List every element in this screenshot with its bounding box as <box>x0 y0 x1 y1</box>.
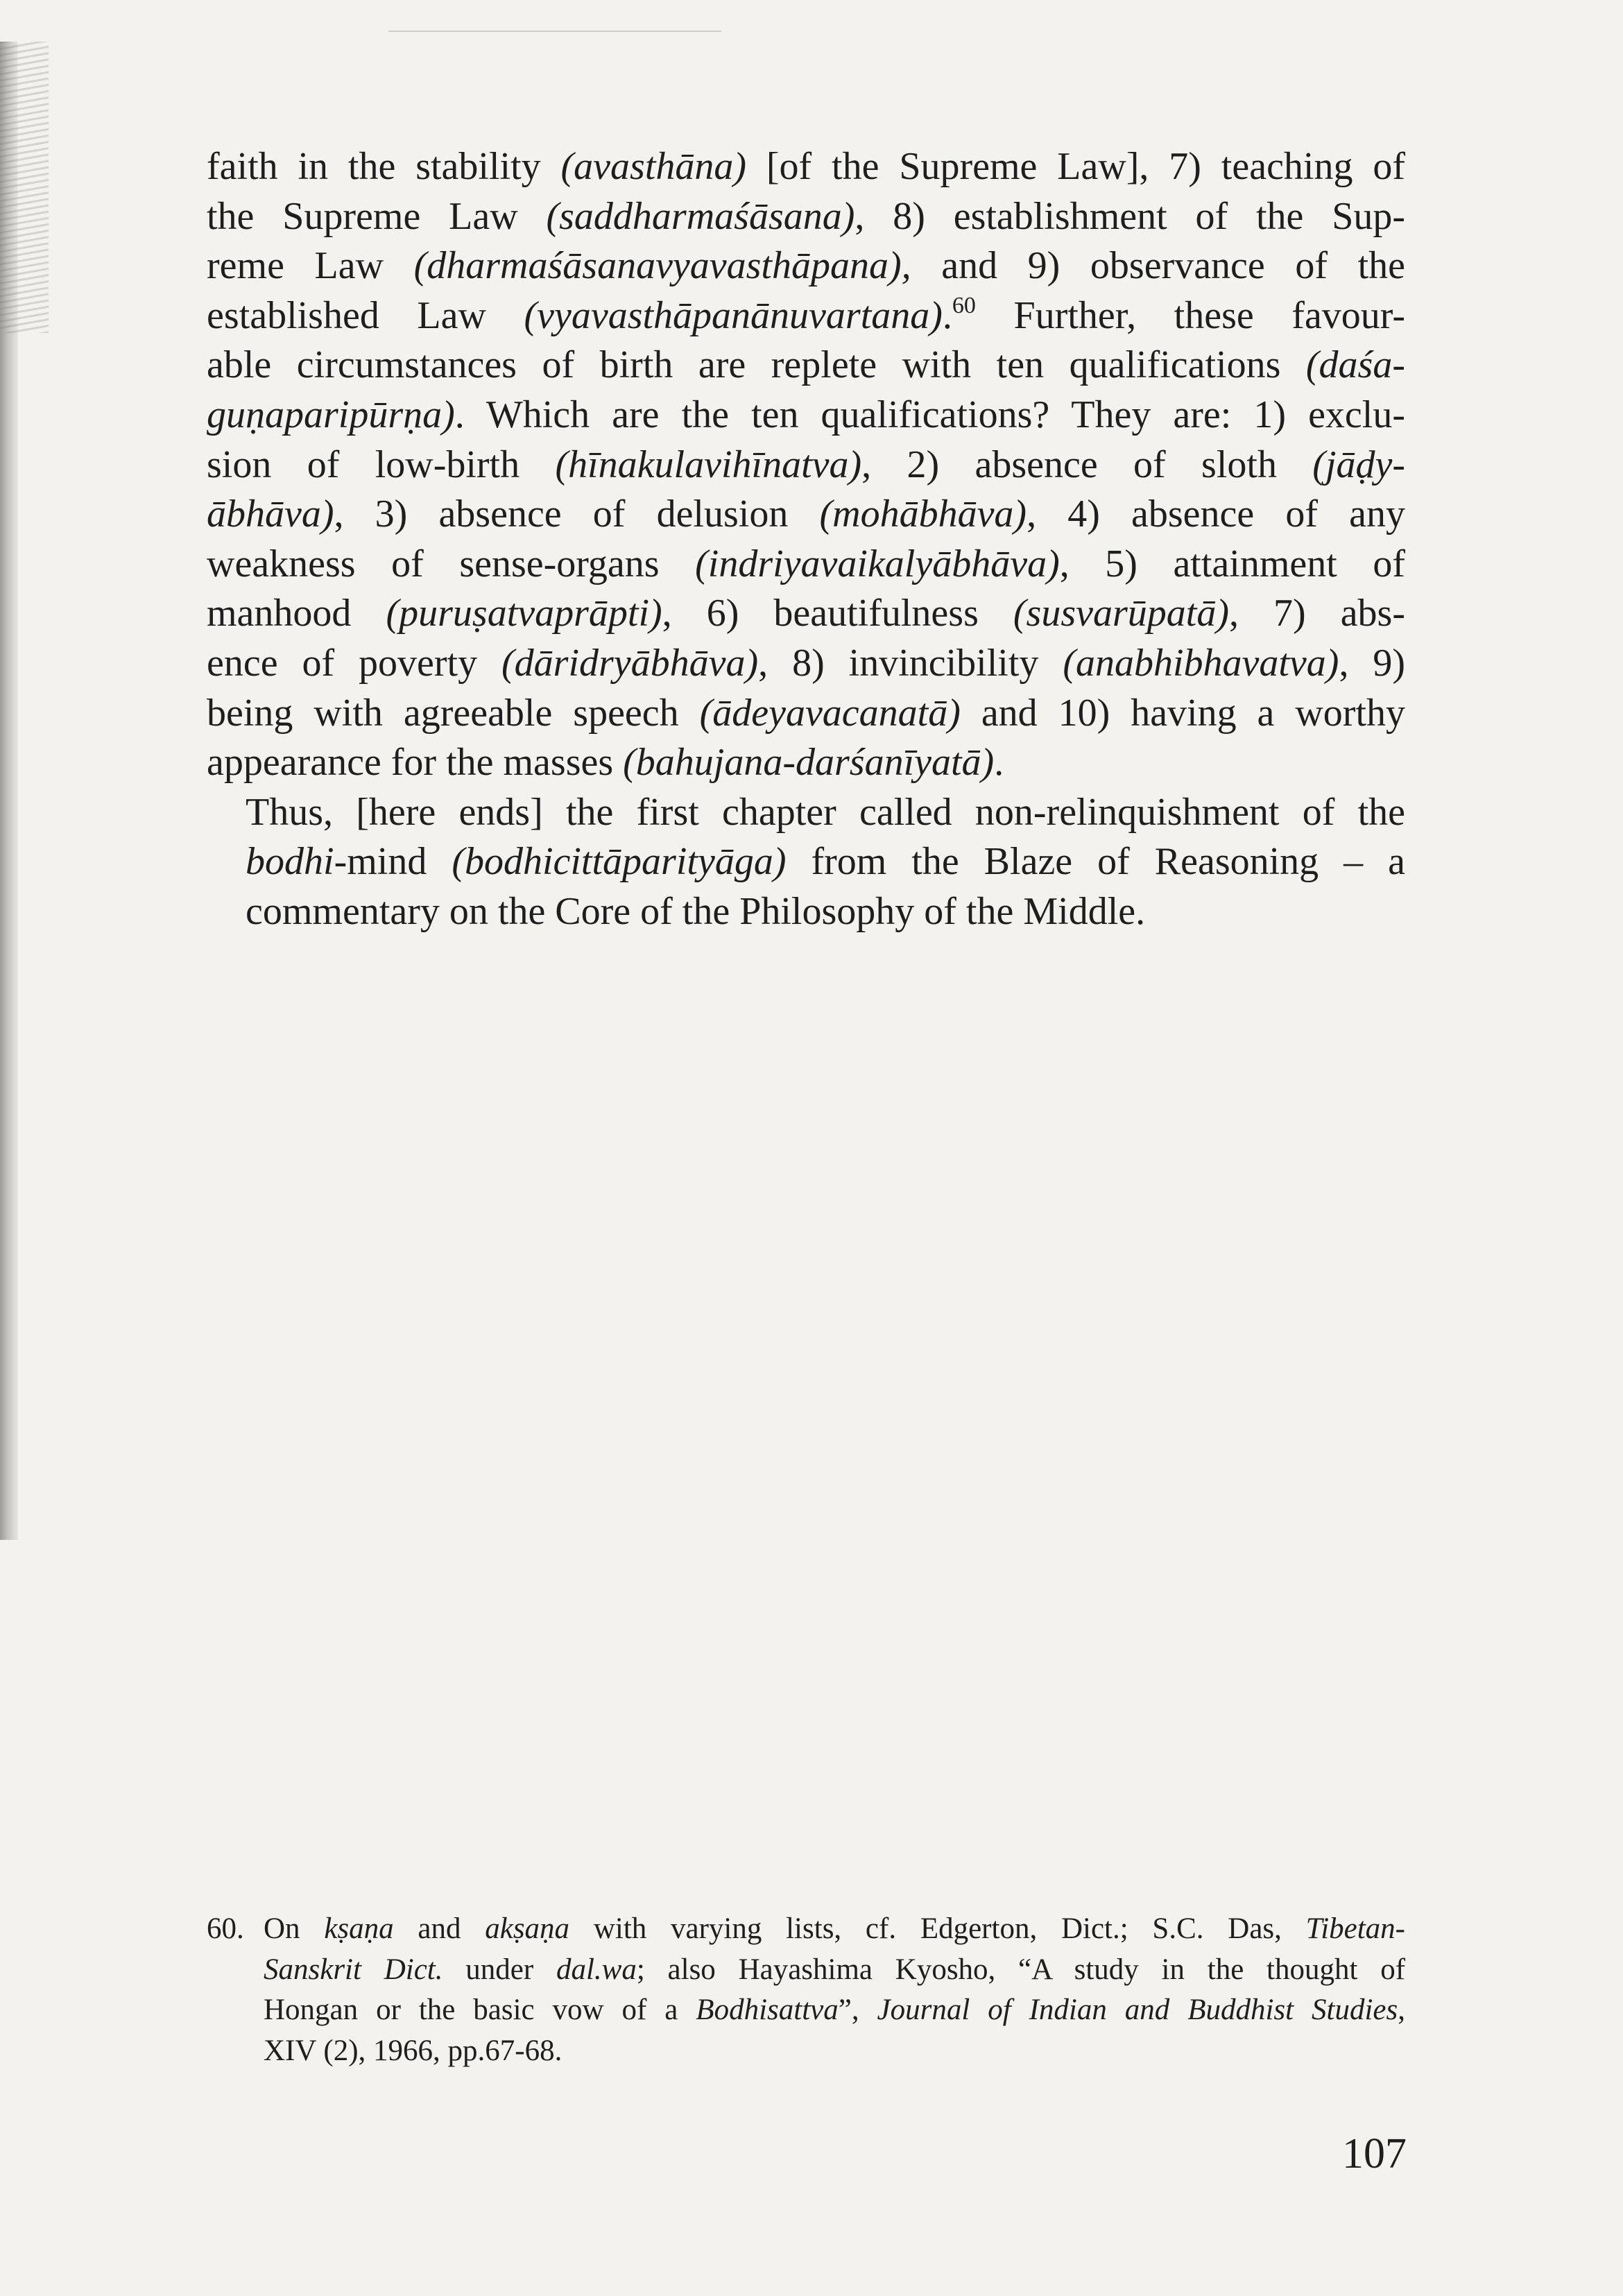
scan-edge-mottle <box>0 42 49 333</box>
text-line: manhood (puruṣatvaprāpti), 6) beautifulness (susvarūpatā), 7) abs- <box>207 592 1405 635</box>
top-rule <box>388 31 721 32</box>
text-line: faith in the stability (avasthāna) [of the Supreme Law], 7) teaching of <box>207 145 1406 188</box>
footnote-number: 60. <box>207 1912 244 1945</box>
text-line: ence of poverty (dāridryābhāva), 8) invincibility (anabhibhavatva), 9) <box>207 641 1405 685</box>
footnote-line: On kṣaṇa and akṣaṇa with varying lists, cf. Edgerton, Dict.; S.C. Das, Tibetan- <box>264 1912 1405 1945</box>
text-line: sion of low-birth (hīnakulavihīnatva), 2) absence of sloth (jāḍy- <box>207 443 1406 486</box>
paragraph-2 <box>207 788 1405 937</box>
footnote-body <box>264 1909 1405 2071</box>
page-number: 107 <box>1342 2130 1407 2177</box>
text-line: reme Law (dharmaśāsanavyavasthāpana), and 9) observance of the <box>207 244 1405 288</box>
body-text <box>207 142 1405 937</box>
footnote-line: XIV (2), 1966, pp.67-68. <box>264 2034 563 2067</box>
text-line: Thus, [here ends] the first chapter called non-relinquishment of the <box>246 790 1405 834</box>
text-line: able circumstances of birth are replete with ten qualifications (daśa- <box>207 343 1405 387</box>
paragraph-1 <box>207 142 1405 788</box>
text-line: established Law (vyavasthāpanānuvartana).$^{60}$ Further, these favour- <box>207 292 1405 337</box>
text-line: weakness of sense-organs (indriyavaikalyābhāva), 5) attainment of <box>207 542 1406 585</box>
text-line: guṇaparipūrṇa). Which are the ten qualifications? They are: 1) exclu- <box>207 393 1405 436</box>
text-line: the Supreme Law (saddharmaśāsana), 8) establishment of the Sup- <box>207 194 1406 238</box>
text-line: appearance for the masses (bahujana-darśanīyatā). <box>207 741 1004 785</box>
footnote <box>207 1909 1405 2071</box>
footnote-line: Sanskrit Dict. under dal.wa; also Hayashima Kyosho, “A study in the thought of <box>264 1953 1406 1986</box>
footnote-line: Hongan or the basic vow of a Bodhisattva”, Journal of Indian and Buddhist Studies, <box>264 1994 1405 2026</box>
text-line: commentary on the Core of the Philosophy of the Middle. <box>246 889 1146 933</box>
text-line: being with agreeable speech (ādeyavacanatā) and 10) having a worthy <box>207 691 1406 735</box>
text-line: ābhāva), 3) absence of delusion (mohābhāva), 4) absence of any <box>207 492 1405 536</box>
text-line: bodhi-mind (bodhicittāparityāga) from the Blaze of Reasoning – a <box>246 840 1405 884</box>
